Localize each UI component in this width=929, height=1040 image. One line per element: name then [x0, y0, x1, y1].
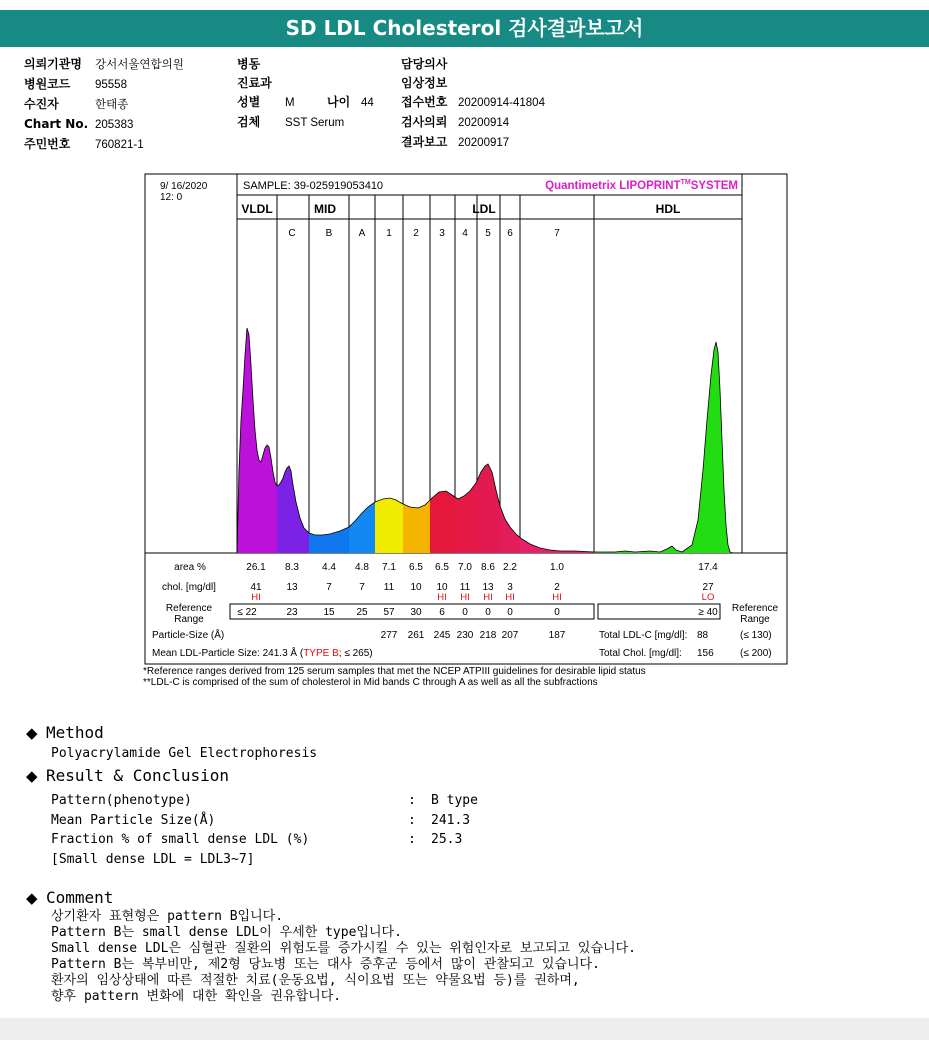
result-note: [Small dense LDL = LDL3~7] [51, 852, 255, 867]
area-value: 6.5 [409, 562, 423, 573]
curve-band-fill [277, 466, 309, 553]
chol-value: 11 [459, 582, 471, 593]
chol-value: 10 [436, 582, 448, 593]
total-chol-value: 156 [697, 648, 714, 659]
flag-value: HI [552, 592, 562, 603]
flag-value: HI [505, 592, 515, 603]
ref-value: 6 [439, 607, 445, 618]
chol-value: 27 [702, 582, 714, 593]
patient-value: 한태종 [95, 99, 129, 111]
curve-band-fill [349, 502, 375, 553]
area-value: 2.2 [503, 562, 517, 573]
report-date-row: 결과보고 20200917 [401, 135, 510, 149]
flag-value: HI [251, 592, 261, 603]
ref-value: 25 [356, 607, 368, 618]
chol-value: 11 [383, 582, 395, 593]
area-row-label: area % [174, 562, 206, 573]
chart-time: 12: 0 [160, 192, 183, 203]
curve-band-fill [455, 481, 477, 553]
comment-line: 향후 pattern 변화에 대한 확인을 권유합니다. [51, 989, 342, 1004]
ref-value: 15 [323, 607, 335, 618]
comment-line: 환자의 임상상태에 따른 적절한 치료(운동요법, 식이요법 또는 약물요법 등)를 권하며, [51, 973, 580, 988]
band-label: A [358, 228, 366, 239]
total-chol-ref: (≤ 200) [740, 648, 772, 659]
ref-value: 0 [462, 607, 468, 618]
area-value: 7.1 [382, 562, 396, 573]
total-ldl-ref: (≤ 130) [740, 630, 772, 641]
curve-band-fill [430, 491, 455, 553]
sex-value: M [285, 97, 295, 109]
chol-row-label: chol. [mg/dl] [162, 582, 216, 593]
area-value: 8.6 [481, 562, 495, 573]
diamond-bullet-icon: ◆ [26, 724, 38, 742]
area-value: 17.4 [698, 562, 718, 573]
hospital-code-value: 95558 [95, 79, 127, 91]
request-value: 20200914 [458, 117, 510, 129]
note-line: **LDL-C is comprised of the sum of cholesterol in Mid bands C through A as well as all the subfractions [143, 677, 598, 688]
ref-right-label-2: Range [740, 614, 770, 625]
electrophoresis-curve [237, 328, 742, 553]
area-value: 1.0 [550, 562, 564, 573]
id-no-value: 760821-1 [95, 139, 144, 151]
chol-value: 10 [410, 582, 422, 593]
report-title: SD LDL Cholesterol 검사결과보고서 [0, 10, 929, 47]
chol-value: 7 [326, 582, 332, 593]
method-heading: ◆ Method [26, 723, 104, 742]
page-footer-bar [0, 1018, 929, 1040]
result-value-pattern: B type [431, 793, 478, 808]
institution-row: 의뢰기관명 강서서울연합의원 [24, 57, 184, 71]
id-no-row: 주민번호 760821-1 [24, 137, 144, 151]
chart-no-row: Chart No. 205383 [24, 117, 134, 131]
total-chol-label: Total Chol. [mg/dl]: [599, 648, 682, 659]
flag-value: HI [437, 592, 447, 603]
result-value-fraction: 25.3 [431, 832, 463, 847]
result-colon: : [408, 793, 416, 808]
particle-size-value: 261 [407, 630, 425, 641]
curve-band-fill [375, 498, 403, 553]
ref-value: 57 [383, 607, 395, 618]
flag-value: HI [460, 592, 470, 603]
chol-value: 2 [554, 582, 560, 593]
ward-row: 병동 [237, 57, 261, 71]
flag-value: HI [483, 592, 493, 603]
total-ldl-label: Total LDL-C [mg/dl]: [599, 630, 688, 641]
band-label: 1 [386, 228, 392, 239]
band-label: 3 [439, 228, 445, 239]
mean-ldl-size: Mean LDL-Particle Size: 241.3 Å (TYPE B; ≤ 265) [152, 648, 373, 659]
curve-band-fill [309, 527, 349, 553]
patient-row: 수진자 한태종 [24, 97, 129, 111]
chol-value: 7 [359, 582, 365, 593]
ref-left-label-2: Range [174, 614, 204, 625]
band-label: 7 [554, 228, 560, 239]
receipt-row: 접수번호 20200914-41804 [401, 95, 545, 109]
particle-size-value: 187 [548, 630, 566, 641]
chart-sample: SAMPLE: 39-025919053410 [243, 180, 384, 192]
ref-value: 0 [485, 607, 491, 618]
ref-value: ≤ 22 [237, 607, 257, 618]
report-date-value: 20200917 [458, 137, 510, 149]
clinical-row: 임상정보 [401, 76, 448, 90]
reference-notes [143, 666, 646, 688]
group-label-hdl: HDL [655, 202, 681, 216]
area-value: 6.5 [435, 562, 449, 573]
ref-value: 30 [410, 607, 422, 618]
result-colon: : [408, 813, 416, 828]
result-label-fraction: Fraction % of small dense LDL (%) [51, 832, 310, 847]
flag-value: LO [701, 592, 715, 603]
band-label: 6 [507, 228, 513, 239]
comment-line: Pattern B는 small dense LDL이 우세한 type입니다. [51, 925, 402, 940]
band-label: C [288, 228, 296, 239]
specimen-row: 검체 SST Serum [237, 115, 345, 129]
chart-date: 9/ 16/2020 [160, 181, 208, 192]
group-label-ldl: LDL [472, 202, 496, 216]
diamond-bullet-icon: ◆ [26, 889, 38, 907]
area-value: 26.1 [246, 562, 266, 573]
result-label-pattern: Pattern(phenotype) [51, 793, 192, 808]
particle-size-value: 218 [479, 630, 497, 641]
chart-no-value: 205383 [95, 119, 134, 131]
area-value: 4.8 [355, 562, 369, 573]
band-label: B [325, 228, 333, 239]
curve-band-fill [237, 328, 277, 553]
result-label-size: Mean Particle Size(Å) [51, 813, 216, 828]
particle-size-value: 277 [380, 630, 398, 641]
band-label: 5 [485, 228, 491, 239]
result-colon: : [408, 832, 416, 847]
ref-left-label-1: Reference [165, 603, 213, 614]
result-value-size: 241.3 [431, 813, 471, 828]
age-value: 44 [361, 97, 374, 109]
curve-band-fill [477, 464, 500, 553]
receipt-value: 20200914-41804 [458, 97, 545, 109]
comment-line: Pattern B는 복부비만, 제2형 당뇨병 또는 대사 증후군 등에서 많이 관찰되고 있습니다. [51, 957, 600, 972]
comment-heading: ◆ Comment [26, 888, 114, 907]
group-label-vldl: VLDL [241, 202, 273, 216]
area-value: 8.3 [285, 562, 299, 573]
band-label: 4 [462, 228, 468, 239]
ref-value: ≥ 40 [698, 607, 718, 618]
chol-value: 13 [286, 582, 298, 593]
note-line: *Reference ranges derived from 125 serum samples that met the NCEP ATPIII guidelines for desirable lipid status [143, 666, 646, 677]
band-label: 2 [413, 228, 419, 239]
comment-body [51, 909, 636, 1005]
chol-value: 3 [507, 582, 513, 593]
group-label-mid: MID [314, 202, 336, 216]
particle-size-value: 245 [433, 630, 451, 641]
doctor-row: 담당의사 [401, 57, 448, 71]
department-row: 진료과 [237, 76, 272, 90]
institution-value: 강서서울연합의원 [95, 59, 184, 71]
total-ldl-value: 88 [697, 630, 709, 641]
particle-size-value: 207 [501, 630, 519, 641]
area-value: 7.0 [458, 562, 472, 573]
chol-value: 13 [482, 582, 494, 593]
particle-size-value: 230 [456, 630, 474, 641]
particle-row-label: Particle-Size (Å) [152, 630, 225, 641]
chart-brand: Quantimetrix LIPOPRINT™SYSTEM [545, 179, 738, 192]
comment-line: Small dense LDL은 심혈관 질환의 위험도를 증가시킬 수 있는 위험인자로 보고되고 있습니다. [51, 941, 636, 956]
method-text: Polyacrylamide Gel Electrophoresis [51, 746, 318, 761]
request-row: 검사의뢰 20200914 [401, 115, 510, 129]
area-value: 4.4 [322, 562, 336, 573]
ref-right-label-1: Reference [731, 603, 779, 614]
band-labels [288, 228, 560, 239]
diamond-bullet-icon: ◆ [26, 767, 38, 785]
comment-line: 상기환자 표현형은 pattern B입니다. [51, 909, 284, 924]
ref-value: 0 [554, 607, 560, 618]
result-heading: ◆ Result & Conclusion [26, 766, 230, 785]
specimen-value: SST Serum [285, 117, 345, 129]
hospital-code-row: 병원코드 95558 [24, 77, 127, 91]
curve-band-fill [594, 342, 742, 553]
ref-value: 23 [286, 607, 298, 618]
sex-age-row: 성별 M 나이 44 [237, 93, 374, 113]
ref-value: 0 [507, 607, 513, 618]
chol-value: 41 [250, 582, 262, 593]
